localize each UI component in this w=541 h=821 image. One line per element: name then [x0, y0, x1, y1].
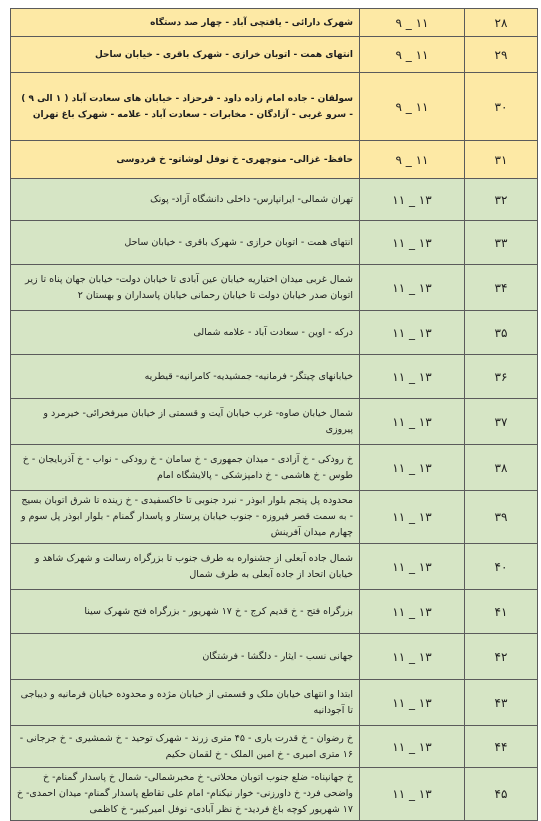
row-number: ۴۵: [465, 768, 538, 821]
row-number: ۳۷: [465, 399, 538, 445]
table-row: [11, 634, 538, 680]
time-range: ۱۱ _ ۱۳: [360, 265, 465, 311]
row-number: ۳۰: [465, 73, 538, 141]
time-range: ۱۱ _ ۱۳: [360, 311, 465, 355]
row-number: ۲۹: [465, 37, 538, 73]
row-number: ۳۲: [465, 179, 538, 221]
row-number: ۳۶: [465, 355, 538, 399]
table-row: [11, 590, 538, 634]
area-description: تهران شمالی- ایرانپارس- داخلی دانشگاه آزاد- پونک: [11, 179, 360, 221]
table-row: [11, 355, 538, 399]
area-description: شمال خیابان صاوه- غرب خیابان آیت و قسمتی از خیابان میرفخرائی- خیرمرد و پیروزی: [11, 399, 360, 445]
area-description: سولقان - جاده امام زاده داود - فرحزاد - خیابان های سعادت آباد ( ۱ الی ۹ ) - سرو غربی - آزادگان - مخابرات - سعادت آباد - علامه - شهرک باغ تهران: [11, 73, 360, 141]
table-row: [11, 726, 538, 768]
area-description: خیابانهای چیتگر- فرمانیه- جمشیدیه- کامرانیه- قیطریه: [11, 355, 360, 399]
table-row: [11, 73, 538, 141]
row-number: ۴۴: [465, 726, 538, 768]
table-row: [11, 544, 538, 590]
table-row: [11, 491, 538, 544]
row-number: ۳۹: [465, 491, 538, 544]
time-range: ۹ _ ۱۱: [360, 73, 465, 141]
time-range: ۱۱ _ ۱۳: [360, 680, 465, 726]
row-number: ۳۳: [465, 221, 538, 265]
time-range: ۱۱ _ ۱۳: [360, 634, 465, 680]
row-number: ۴۰: [465, 544, 538, 590]
time-range: ۱۱ _ ۱۳: [360, 544, 465, 590]
table-row: [11, 311, 538, 355]
row-number: ۳۱: [465, 141, 538, 179]
area-description: خ جهانپناه- ضلع جنوب اتوبان محلاتی- خ مخبرشمالی- شمال خ پاسدار گمنام- خ واضحی فرد- خ داورزنی- خوار نیکنام- امام علی تقاطع پاسدار گمنام- میدان احمدی- خ ۱۷ شهریور کوچه باغ فردید- خ نظر آبادی- نوفل امیرکبیر- خ کاظمی: [11, 768, 360, 821]
area-description: بزرگراه فتح - خ قدیم کرج - خ ۱۷ شهریور - بزرگراه فتح شهرک سینا: [11, 590, 360, 634]
time-range: ۱۱ _ ۱۳: [360, 399, 465, 445]
area-description: جهانی نسب - ایثار - دلگشا - فرشتگان: [11, 634, 360, 680]
table-row: [11, 37, 538, 73]
row-number: ۴۲: [465, 634, 538, 680]
time-range: ۹ _ ۱۱: [360, 141, 465, 179]
time-range: ۱۱ _ ۱۳: [360, 221, 465, 265]
row-number: ۴۳: [465, 680, 538, 726]
table-row: [11, 265, 538, 311]
time-range: ۹ _ ۱۱: [360, 9, 465, 37]
table-row: [11, 768, 538, 821]
time-range: ۹ _ ۱۱: [360, 37, 465, 73]
area-description: خ رودکی - خ آزادی - میدان جمهوری - خ سامان - خ رودکی - نواب - خ آذربایجان - خ طوس - خ هاشمی - خ دامپزشکی - پالایشگاه امام: [11, 445, 360, 491]
time-range: ۱۱ _ ۱۳: [360, 179, 465, 221]
row-number: ۳۵: [465, 311, 538, 355]
area-description: شهرک دارائی - یافتچی آباد - چهار صد دستگاه: [11, 9, 360, 37]
time-range: ۱۱ _ ۱۳: [360, 768, 465, 821]
area-description: شمال جاده آبعلی از جشنواره به طرف جنوب تا بزرگراه رسالت و شهرک شاهد و خیابان اتحاد از جاده آبعلی به طرف شمال: [11, 544, 360, 590]
area-description: درکه - اوین - سعادت آباد - علامه شمالی: [11, 311, 360, 355]
area-description: حافظ- غزالی- منوچهری- خ نوفل لوشاتو- خ فردوسی: [11, 141, 360, 179]
row-number: ۴۱: [465, 590, 538, 634]
row-number: ۲۸: [465, 9, 538, 37]
time-range: ۱۱ _ ۱۳: [360, 726, 465, 768]
time-range: ۱۱ _ ۱۳: [360, 491, 465, 544]
area-description: محدوده پل پنجم بلوار ابوذر - نبرد جنوبی تا خاکسفیدی - خ زینده تا شرق اتوبان بسیج - به سمت قصر فیروزه - جنوب خیابان پرستار و پاسدار گمنام - بلوار ابوذر پل سوم و چهارم میدان آفرینش: [11, 491, 360, 544]
area-description: شمال غربی میدان اختیاریه خیابان عین آبادی تا خیابان دولت- خیابان جهان پناه تا زیر اتوبان صدر خیابان دولت تا خیابان رحمانی خیابان پاسداران و بهستان ۲: [11, 265, 360, 311]
time-range: ۱۱ _ ۱۳: [360, 355, 465, 399]
table-row: [11, 399, 538, 445]
area-description: خ رضوان - خ قدرت یاری - ۴۵ متری زرند - شهرک توحید - خ شمشیری - خ جرجانی - ۱۶ متری امیری - خ امین الملک - خ لقمان حکیم: [11, 726, 360, 768]
area-description: انتهای همت - اتوبان خرازی - شهرک باقری - خیابان ساحل: [11, 37, 360, 73]
table-row: [11, 179, 538, 221]
time-range: ۱۱ _ ۱۳: [360, 445, 465, 491]
table-row: [11, 221, 538, 265]
table-row: [11, 445, 538, 491]
table-row: [11, 141, 538, 179]
area-description: انتهای همت - اتوبان خرازی - شهرک باقری - خیابان ساحل: [11, 221, 360, 265]
row-number: ۳۸: [465, 445, 538, 491]
schedule-sheet: [10, 8, 524, 821]
row-number: ۳۴: [465, 265, 538, 311]
outage-schedule-table: [10, 8, 538, 821]
table-row: [11, 680, 538, 726]
table-row: [11, 9, 538, 37]
time-range: ۱۱ _ ۱۳: [360, 590, 465, 634]
area-description: ابتدا و انتهای خیابان ملک و قسمتی از خیابان مژده و محدوده خیابان فرمانیه و دیباجی تا آجودانیه: [11, 680, 360, 726]
